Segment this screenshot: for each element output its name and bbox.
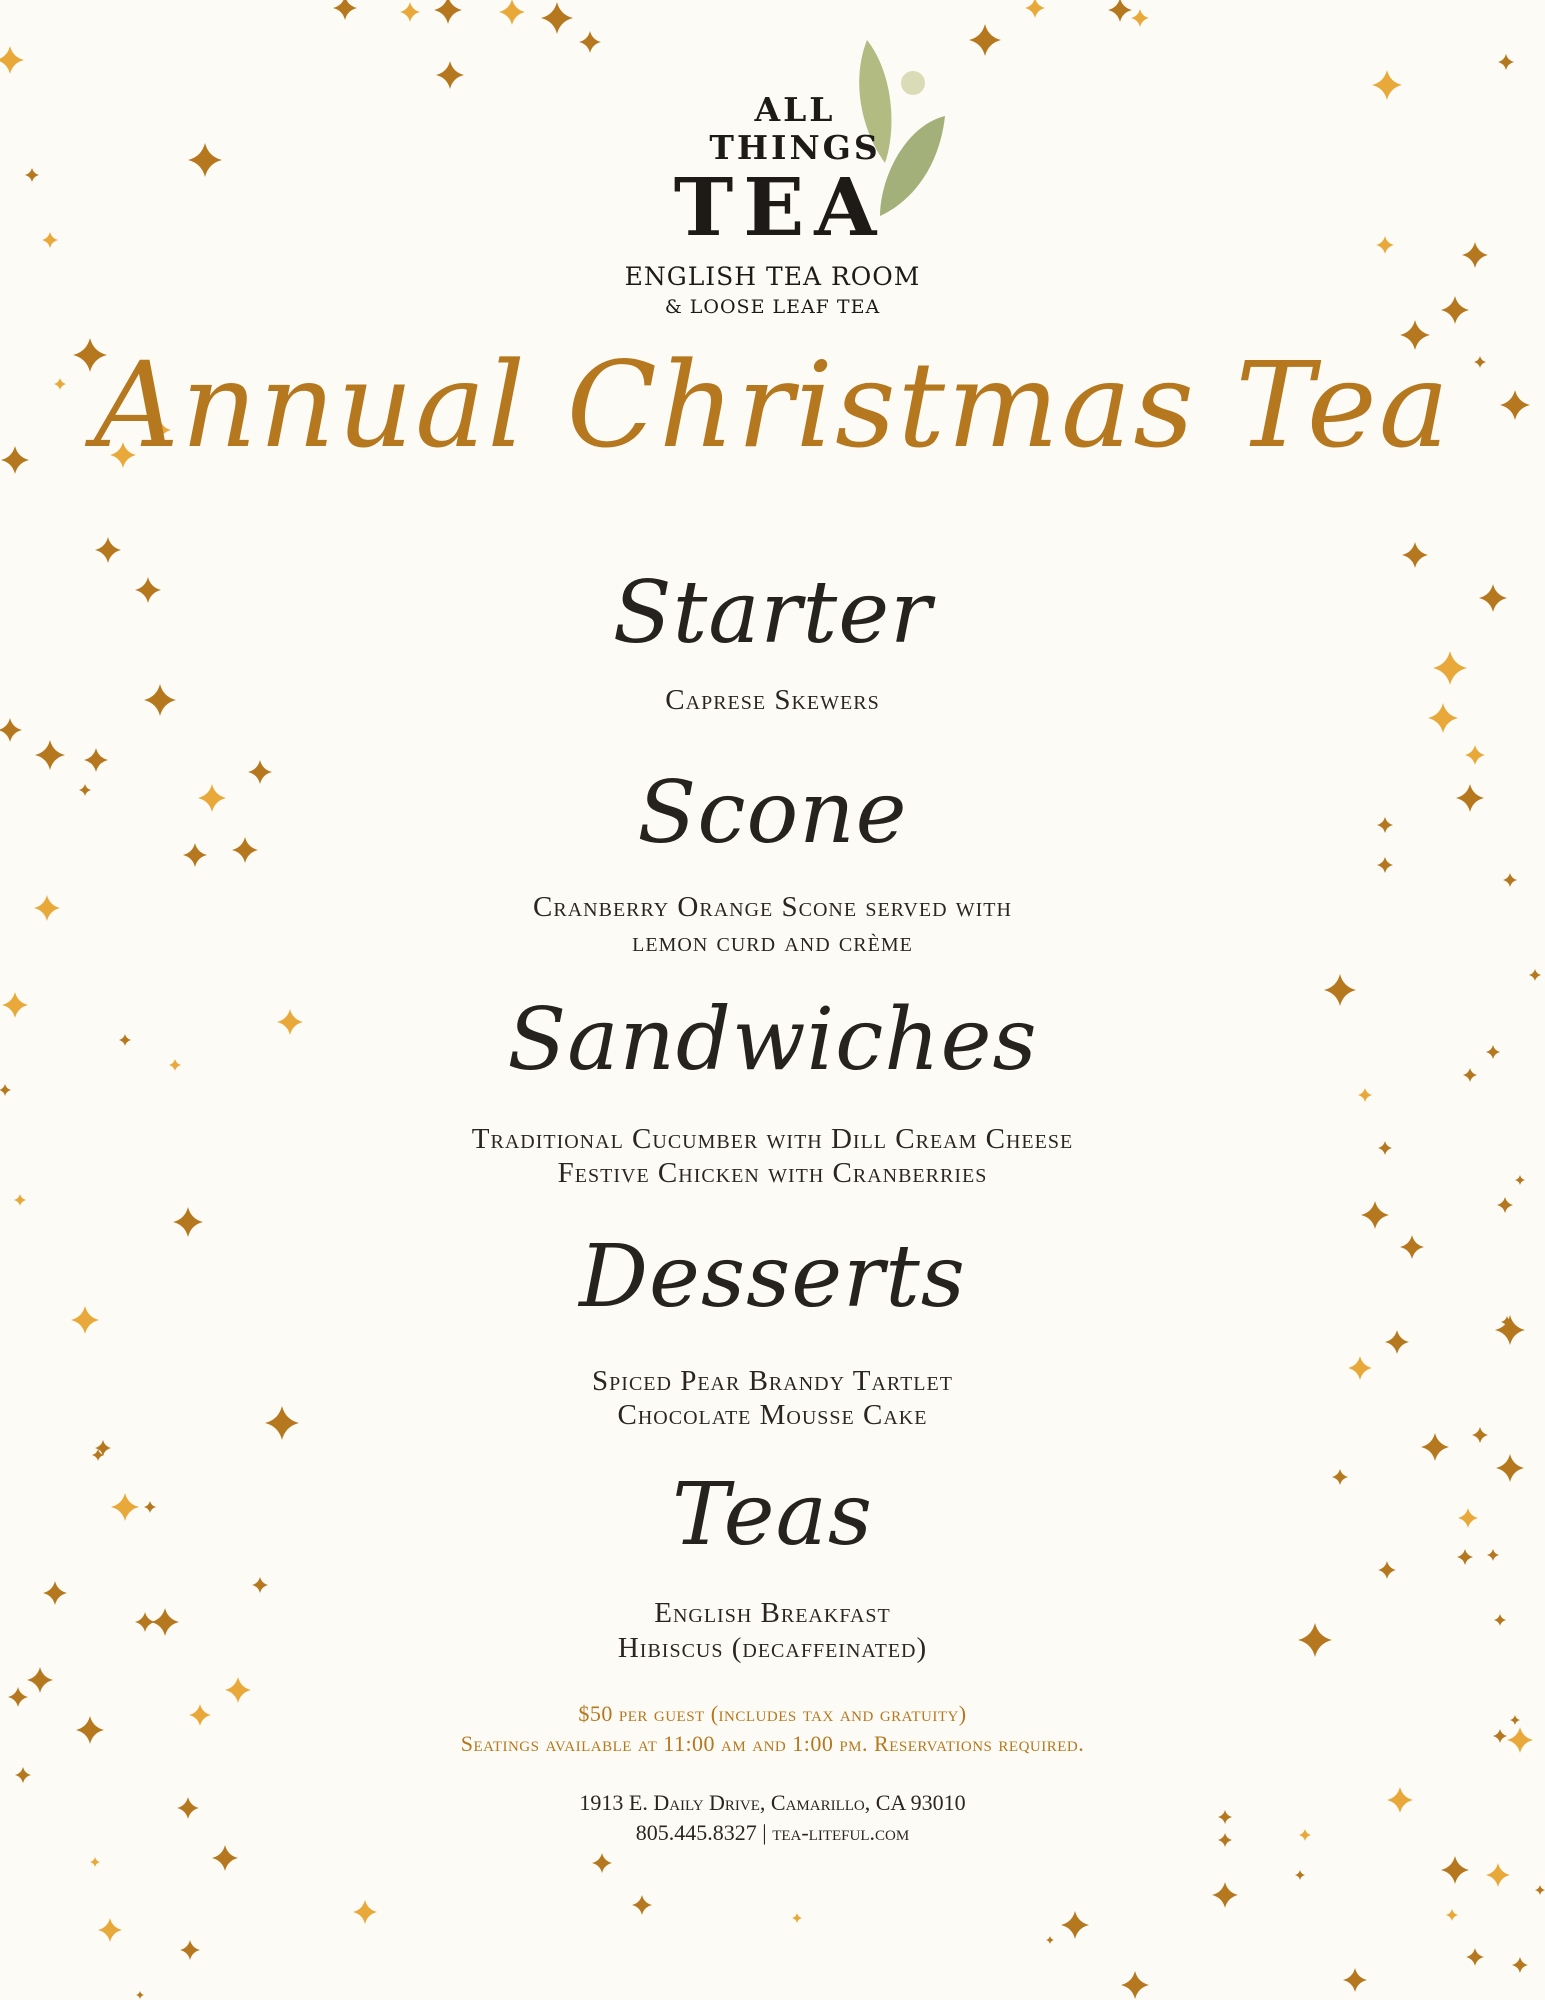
event-title: Annual Christmas Tea [93,336,1452,474]
brand-line-things: THINGS [709,128,881,167]
address-line: 1913 E. Daily Drive, Camarillo, CA 93010 [579,1790,966,1815]
menu-item: Caprese Skewers [665,684,880,716]
section-heading-scone: Scone [637,763,908,863]
menu-item: Festive Chicken with Cranberries [557,1157,988,1189]
section-heading-teas: Teas [672,1465,873,1565]
brand-line-all: ALL [754,90,836,129]
all-things-tea-logo [660,28,960,254]
section-heading-desserts: Desserts [579,1227,966,1327]
brand-line-tea: TEA [673,160,887,254]
brand-subtitle-tea-room: ENGLISH TEA ROOM [624,262,921,291]
section-heading-sandwiches: Sandwiches [507,990,1038,1090]
price-line: $50 per guest (includes tax and gratuity) [578,1701,967,1726]
section-heading-starter: Starter [612,563,933,663]
menu-item: lemon curd and crème [632,926,913,958]
menu-item: Hibiscus (decaffeinated) [617,1632,928,1664]
menu-item: Traditional Cucumber with Dill Cream Cheese [471,1123,1074,1155]
menu-item: Chocolate Mousse Cake [617,1399,928,1431]
brand-subtitle-loose-leaf: & LOOSE LEAF TEA [664,296,881,318]
menu-item: Cranberry Orange Scone served with [533,891,1012,923]
menu-item: English Breakfast [654,1597,891,1629]
menu-item: Spiced Pear Brandy Tartlet [592,1365,953,1397]
seatings-line: Seatings available at 11:00 am and 1:00 pm. Reservations required. [460,1731,1085,1756]
contact-line: 805.445.8327 | tea-liteful.com [635,1820,910,1845]
